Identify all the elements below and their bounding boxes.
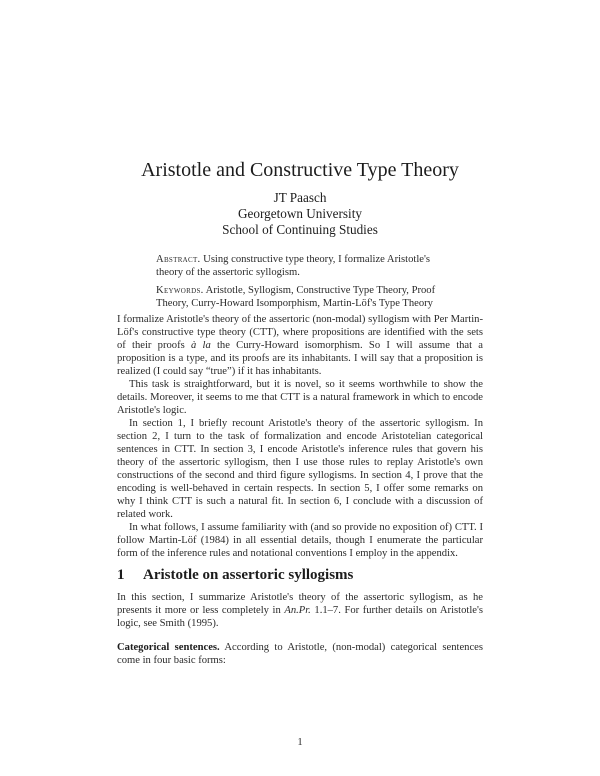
- abstract-text: Using constructive type theory, I formalize Aristotle's theory of the assertoric syllogism.: [156, 254, 431, 278]
- intro-paragraph-2: This task is straightforward, but it is novel, so it seems worthwhile to show the details. Moreover, it seems to me that CTT is a natural framework in which to encode Aristotle's logic.: [117, 379, 483, 416]
- section-1-body: [117, 591, 483, 630]
- keywords-label: Keywords.: [156, 285, 204, 296]
- intro-p1-italic: à la: [190, 340, 211, 351]
- paragraph-heading: Categorical sentences.: [117, 642, 220, 653]
- author-block: [0, 190, 600, 238]
- section-1-paragraph: [117, 591, 483, 630]
- categorical-sentences-paragraph: [117, 641, 483, 667]
- section-heading: [117, 566, 353, 584]
- intro-p1-text-a: I formalize Aristotle's theory of the assertoric (non-modal) syllogism with Per Martin-Löf's constructive type theory (CTT), where propositions are identified with the sets of their proofs: [117, 314, 483, 351]
- author-name: JT Paasch: [273, 190, 327, 205]
- section-1-text-a: In this section, I summarize Aristotle's theory of the assertoric syllogism, as he presents it more or less completely in: [117, 592, 483, 616]
- affiliation-school: School of Continuing Studies: [222, 222, 378, 237]
- section-number: 1: [117, 567, 125, 583]
- affiliation-university: Georgetown University: [238, 206, 362, 221]
- keywords-paragraph: [156, 284, 452, 310]
- intro-paragraph-4: In what follows, I assume familiarity with (and so provide no exposition of) CTT. I follow Martin-Löf (1984) in all essential details, though I enumerate the particular form of the inference rules and notational conventions I employ in the appendix.: [117, 522, 483, 559]
- abstract: [156, 253, 452, 315]
- intro-paragraph-3: In section 1, I briefly recount Aristotle's theory of the assertoric syllogism. In section 2, I turn to the task of formalization and encode Aristotelian categorical sentences in CTT. In section 3, I encode Aristotle's inference rules that govern his theory of the assertoric syllogism, then I use those rules to replay Aristotle's own constructions of the second and third figure syllogisms. In section 4, I prove that the encoding is well-behaved in certain respects. In section 5, I offer some remarks on why I think CTT is such a natural fit. In section 6, I conclude with a discussion of related work.: [117, 418, 483, 520]
- abstract-paragraph: [156, 253, 452, 279]
- abstract-label: Abstract.: [156, 254, 201, 265]
- introduction: [117, 313, 483, 560]
- page-number: 1: [297, 737, 303, 748]
- intro-paragraph-1: [117, 313, 483, 378]
- paper-title: Aristotle and Constructive Type Theory: [141, 159, 459, 181]
- section-title: Aristotle on assertoric syllogisms: [143, 567, 354, 583]
- keywords-text: Aristotle, Syllogism, Constructive Type Theory, Proof Theory, Curry-Howard Isomporphism, Martin-Löf's Type Theory: [156, 285, 436, 309]
- intro-p1-text-b: the Curry-Howard isomorphism. So I will assume that a proposition is a type, and its proofs are its inhabitants. I will say that a proposition is realized (I could say “true”) if it has inhabitants.: [117, 340, 484, 377]
- paragraph-heading-text: According to Aristotle, (non-modal) categorical sentences come in four basic forms:: [117, 642, 483, 666]
- section-1-text-b: 1.1–7. For further details on Aristotle's logic, see Smith (1995).: [117, 605, 483, 629]
- section-1-italic: An.Pr.: [284, 605, 311, 616]
